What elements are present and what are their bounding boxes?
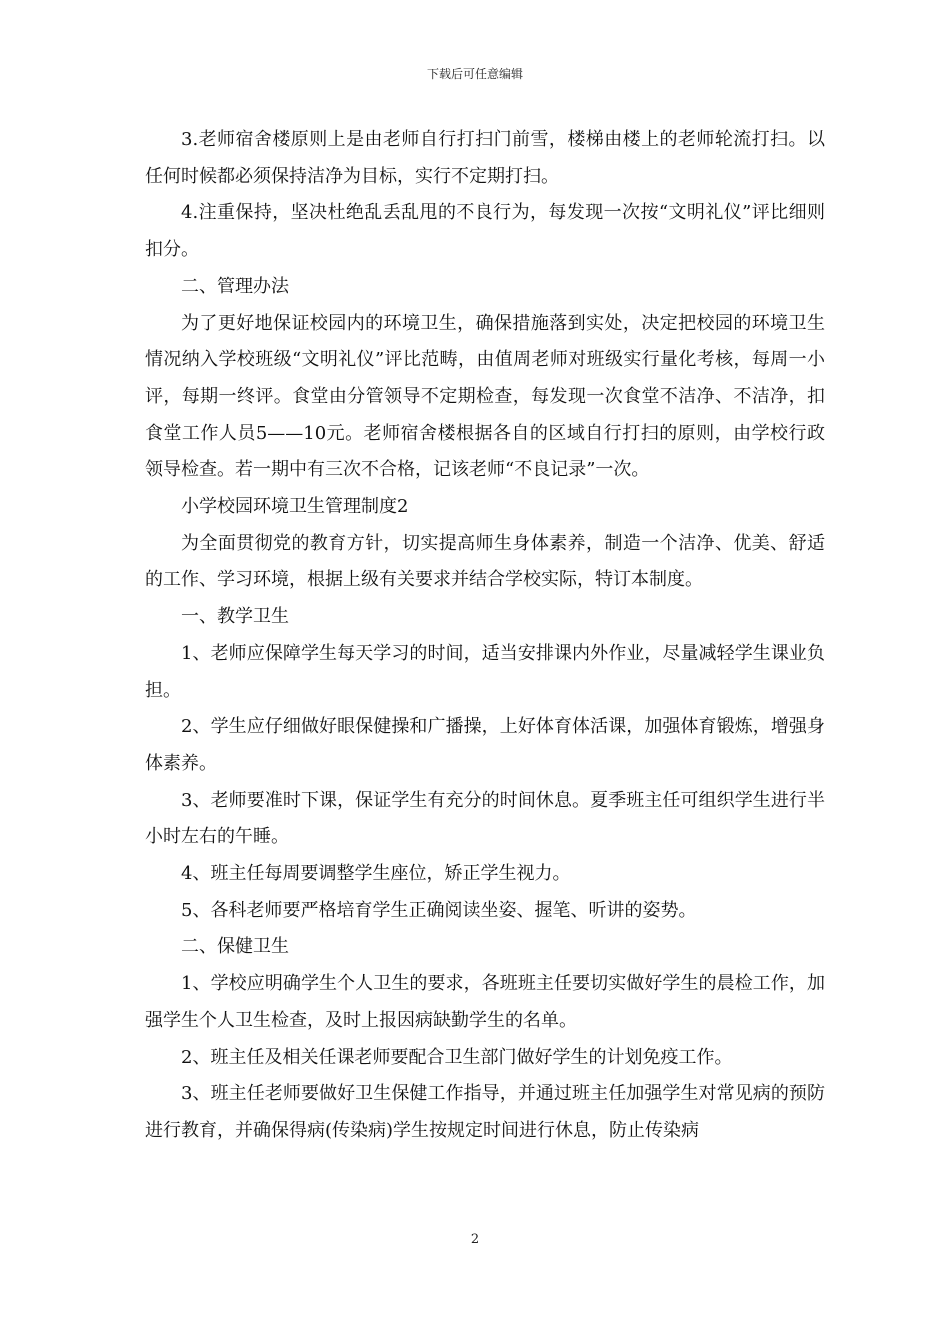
page-number: 2	[470, 1232, 480, 1247]
paragraph: 3.老师宿舍楼原则上是由老师自行打扫门前雪，楼梯由楼上的老师轮流打扫。以任何时候都必须保持洁净为目标，实行不定期打扫。	[145, 129, 825, 187]
section-heading: 二、管理办法	[181, 275, 289, 297]
document-title: 小学校园环境卫生管理制度2	[181, 496, 409, 518]
section-heading: 一、教学卫生	[181, 606, 289, 628]
list-item: 3、班主任老师要做好卫生保健工作指导，并通过班主任加强学生对常见病的预防进行教育，并确保得病(传染病)学生按规定时间进行休息，防止传染病	[145, 1083, 825, 1141]
paragraph: 为了更好地保证校园内的环境卫生，确保措施落到实处，决定把校园的环境卫生情况纳入学校班级“文明礼仪”评比范畴，由值周老师对班级实行量化考核，每周一小评，每期一终评。食堂由分管领导不定期检查，每发现一次食堂不洁净、不洁净，扣食堂工作人员5——10元。老师宿舍楼根据各自的区域自行打扫的原则，由学校行政领导检查。若一期中有三次不合格，记该老师“不良记录”一次。	[145, 312, 825, 481]
document-body	[145, 122, 825, 1150]
list-item: 2、班主任及相关任课老师要配合卫生部门做好学生的计划免疫工作。	[181, 1046, 733, 1068]
list-item: 1、学校应明确学生个人卫生的要求，各班班主任要切实做好学生的晨检工作，加强学生个人卫生检查，及时上报因病缺勤学生的名单。	[145, 973, 825, 1031]
list-item: 2、学生应仔细做好眼保健操和广播操，上好体育体活课，加强体育锻炼，增强身体素养。	[145, 716, 825, 774]
list-item: 1、老师应保障学生每天学习的时间，适当安排课内外作业，尽量减轻学生课业负担。	[145, 642, 825, 701]
section-heading: 二、保健卫生	[181, 936, 289, 958]
list-item: 5、各科老师要严格培育学生正确阅读坐姿、握笔、听讲的姿势。	[181, 899, 697, 921]
list-item: 4、班主任每周要调整学生座位，矫正学生视力。	[181, 863, 571, 885]
list-item: 3、老师要准时下课，保证学生有充分的时间休息。夏季班主任可组织学生进行半小时左右的午睡。	[145, 789, 825, 848]
paragraph: 为全面贯彻党的教育方针，切实提高师生身体素养，制造一个洁净、优美、舒适的工作、学习环境，根据上级有关要求并结合学校实际，特订本制度。	[145, 532, 825, 591]
paragraph: 4.注重保持，坚决杜绝乱丢乱甩的不良行为，每发现一次按“文明礼仪”评比细则扣分。	[145, 202, 825, 261]
page-header: 下载后可任意编辑	[426, 67, 523, 81]
